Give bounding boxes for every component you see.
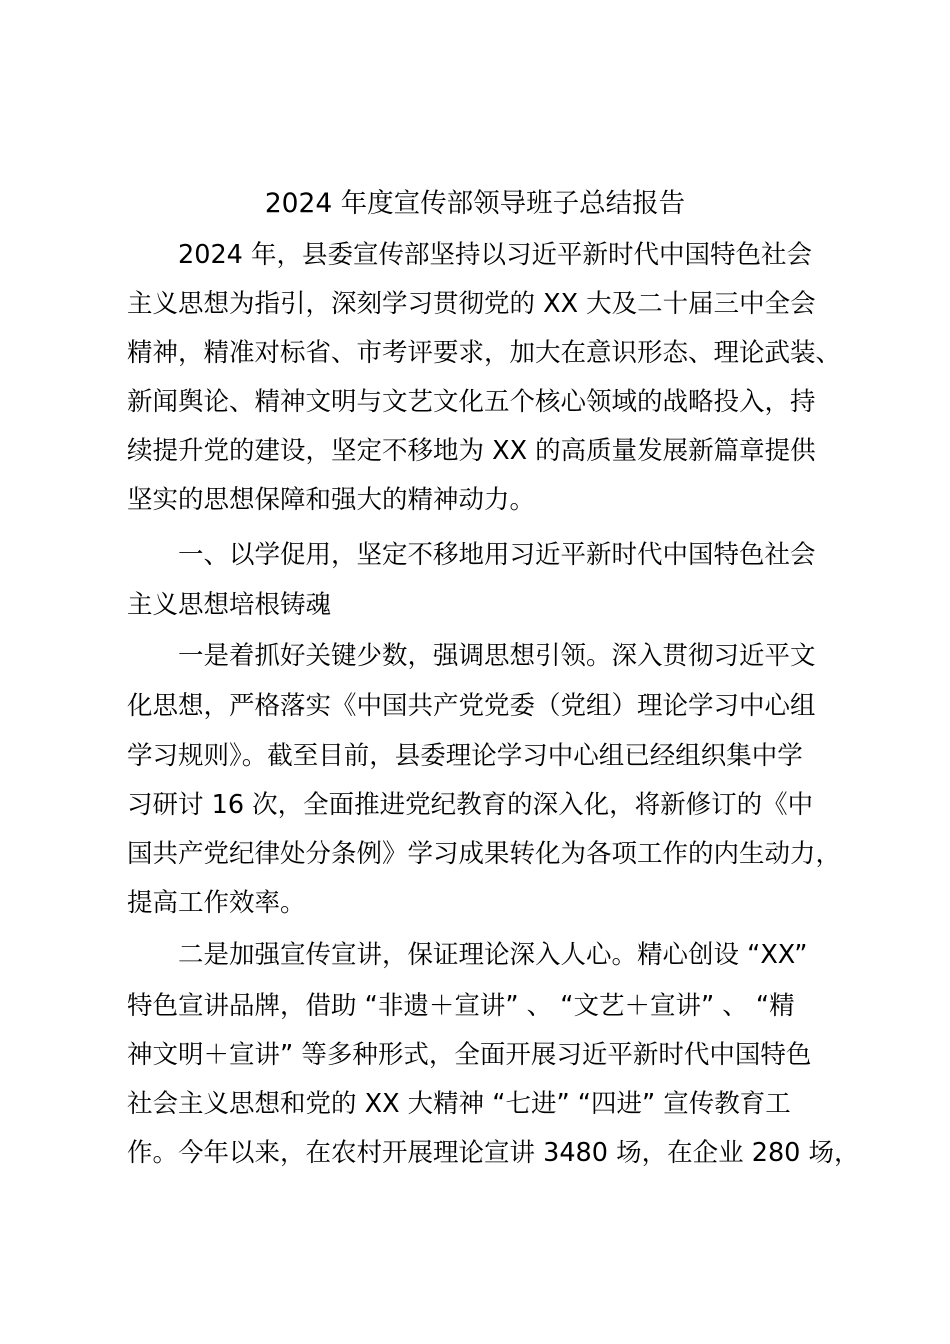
paragraph-1-line-2: 主义思想为指引，深刻学习贯彻党的 XX 大及二十届三中全会	[127, 289, 816, 319]
paragraph-3-line-4: 社会主义思想和党的 XX 大精神 “七进” “四进” 宣传教育工	[127, 1089, 791, 1119]
paragraph-3-line-3: 神文明＋宣讲” 等多种形式，全面开展习近平新时代中国特色	[127, 1040, 812, 1070]
paragraph-2-line-5: 国共产党纪律处分条例》学习成果转化为各项工作的内生动力，	[127, 839, 842, 869]
paragraph-2-line-3: 学习规则》。截至目前，县委理论学习中心组已经组织集中学	[127, 741, 803, 771]
paragraph-1-line-6: 坚实的思想保障和强大的精神动力。	[127, 485, 536, 515]
paragraph-1-line-3: 精神，精准对标省、市考评要求，加大在意识形态、理论武装、	[127, 338, 842, 368]
paragraph-1-line-1: 2024 年，县委宣传部坚持以习近平新时代中国特色社会	[178, 240, 813, 270]
section-heading-1-line-1: 一、以学促用，坚定不移地用习近平新时代中国特色社会	[178, 540, 816, 570]
paragraph-2-line-1: 一是着抓好关键少数，强调思想引领。深入贯彻习近平文	[178, 641, 816, 671]
section-heading-1-line-2: 主义思想培根铸魂	[127, 590, 332, 620]
paragraph-1-line-5: 续提升党的建设，坚定不移地为 XX 的高质量发展新篇章提供	[127, 436, 816, 466]
document-title: 2024 年度宣传部领导班子总结报告	[264, 188, 686, 219]
paragraph-1-line-4: 新闻舆论、精神文明与文艺文化五个核心领域的战略投入，持	[127, 387, 816, 417]
paragraph-3-line-1: 二是加强宣传宣讲，保证理论深入人心。精心创设 “XX”	[178, 940, 808, 970]
paragraph-2-line-2: 化思想，严格落实《中国共产党党委（党组）理论学习中心组	[127, 691, 816, 721]
paragraph-3-line-2: 特色宣讲品牌，借助 “非遗＋宣讲” 、 “文艺＋宣讲” 、 “精	[127, 991, 795, 1021]
paragraph-3-line-5: 作。今年以来，在农村开展理论宣讲 3480 场，在企业 280 场，	[127, 1138, 860, 1168]
paragraph-2-line-6: 提高工作效率。	[127, 888, 306, 918]
paragraph-2-line-4: 习研讨 16 次，全面推进党纪教育的深入化，将新修订的《中	[127, 790, 814, 820]
